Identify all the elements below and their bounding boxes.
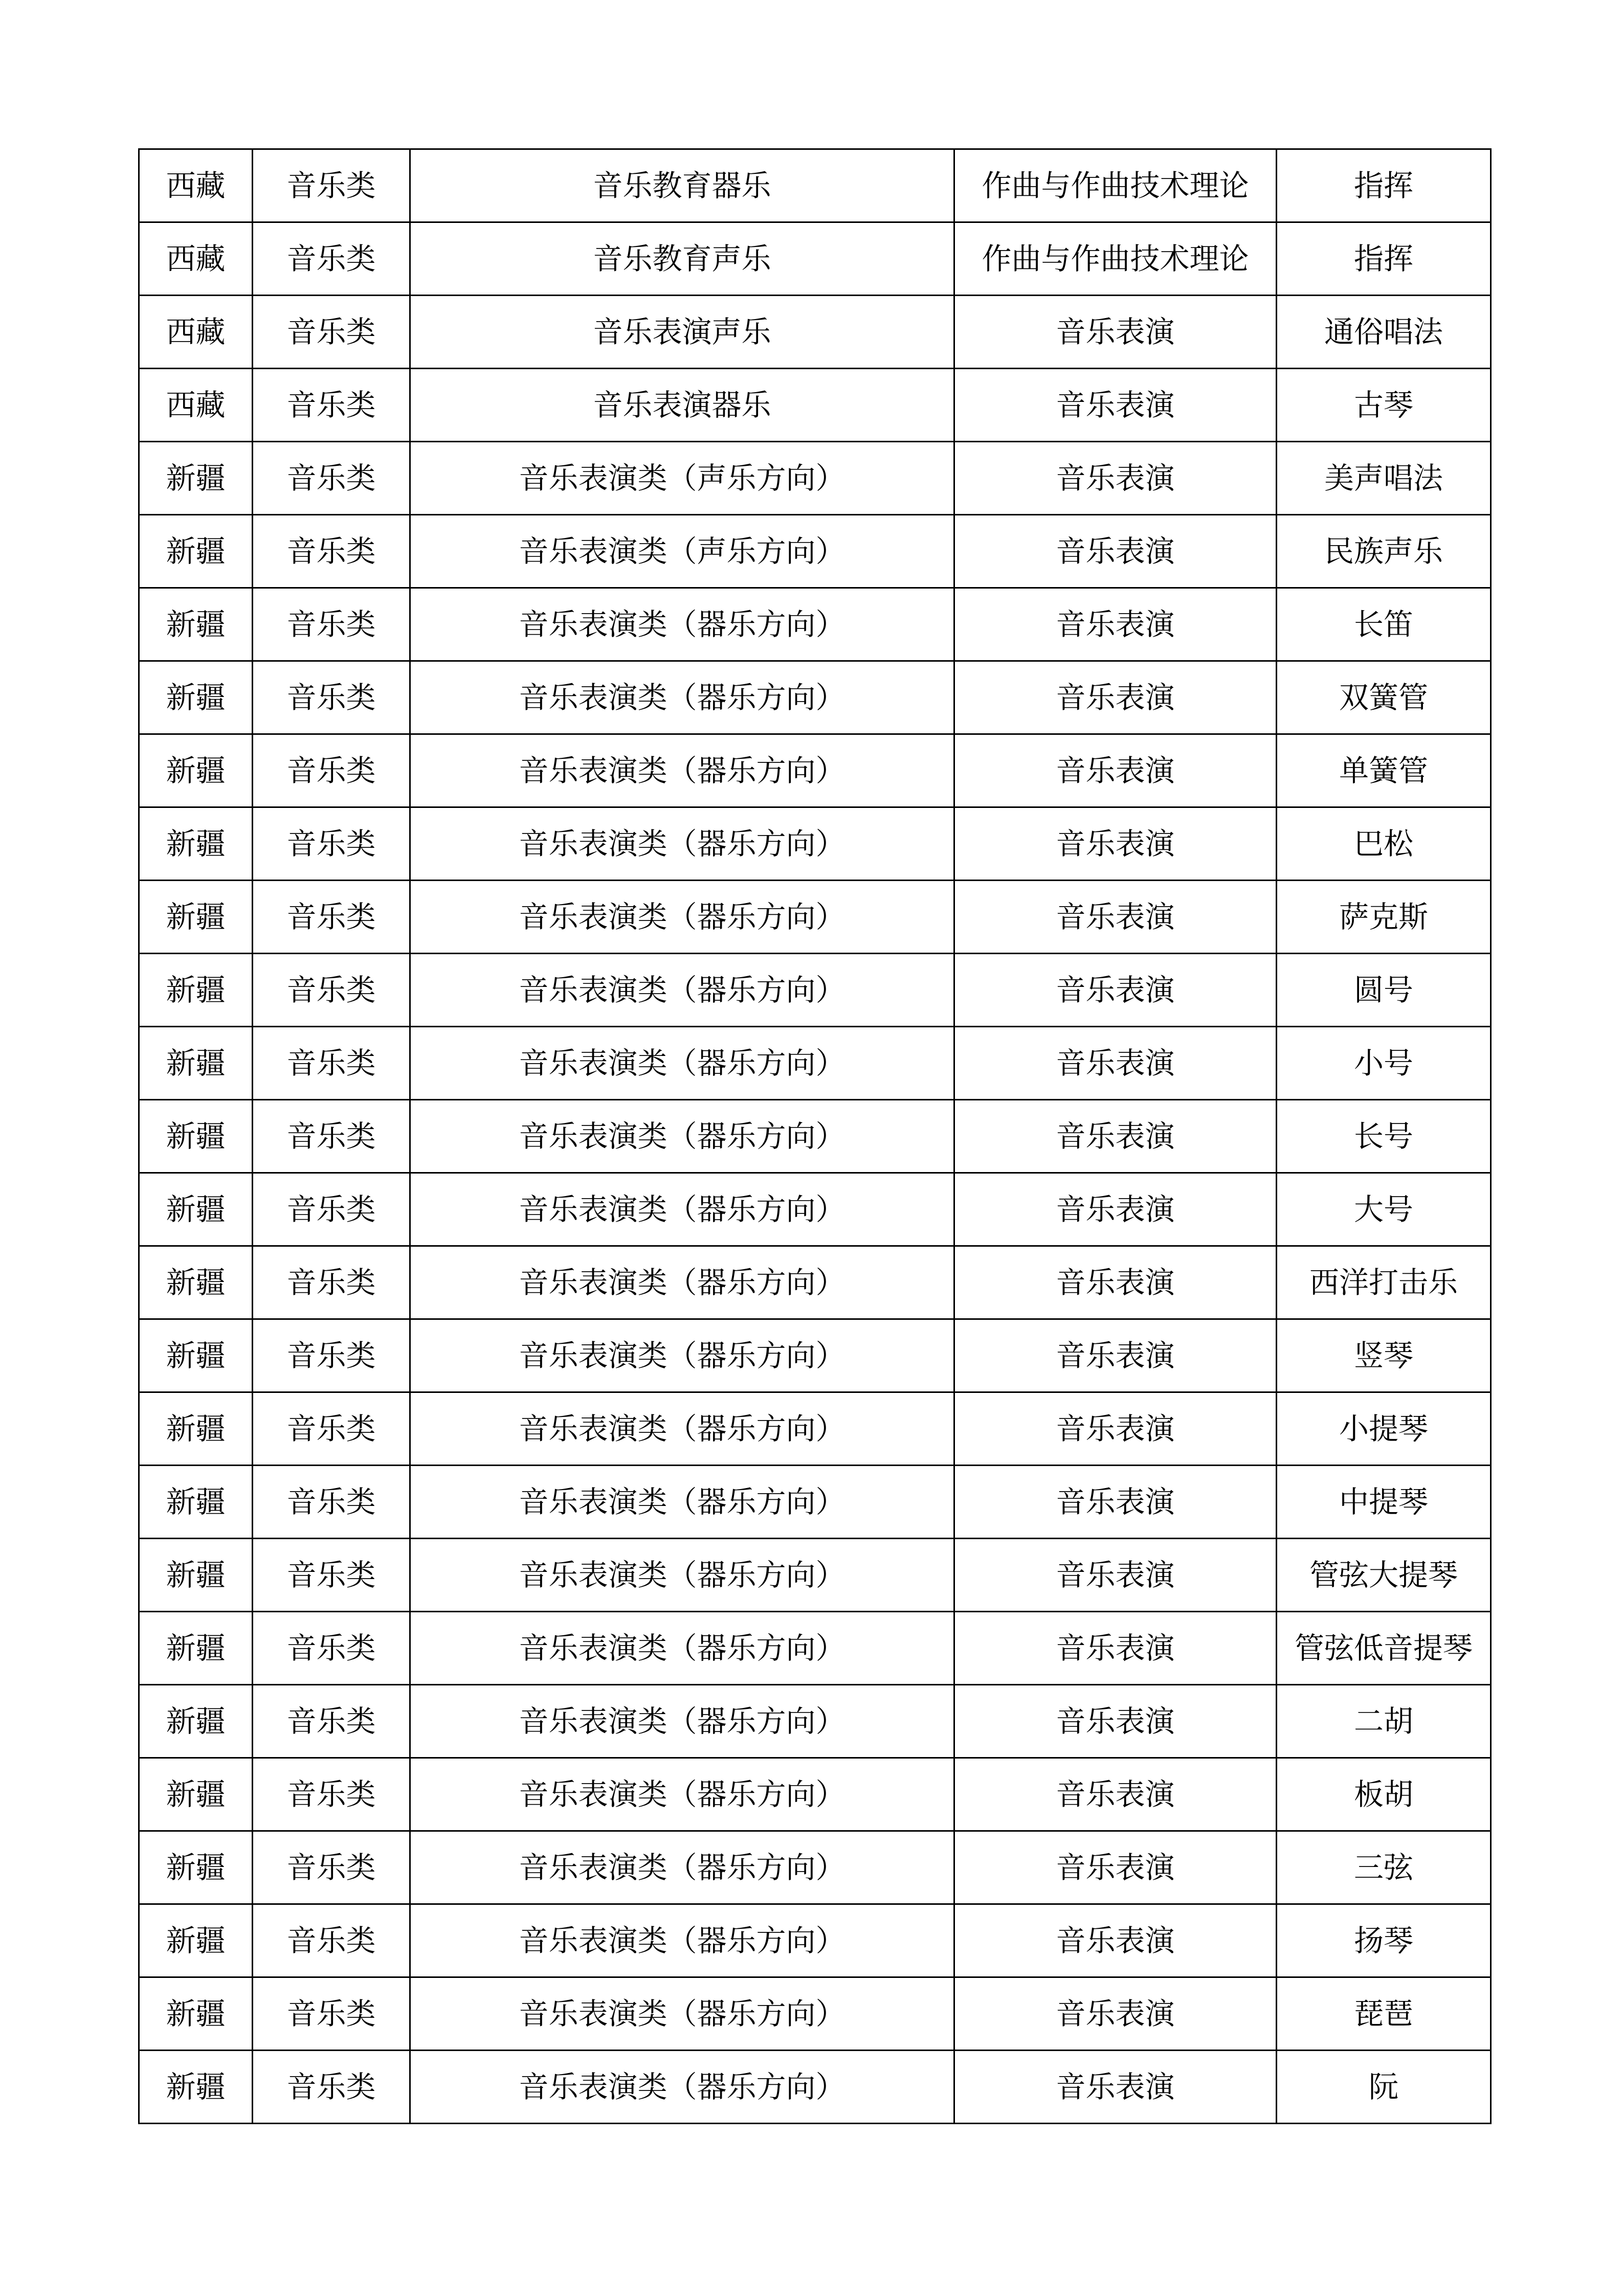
- instrument-cell: 二胡: [1277, 1685, 1491, 1758]
- direction-cell: 音乐表演: [954, 369, 1277, 442]
- major-cell: 音乐表演类（器乐方向）: [410, 1246, 954, 1319]
- major-cell: 音乐表演类（器乐方向）: [410, 954, 954, 1027]
- region-cell: 西藏: [139, 369, 253, 442]
- category-cell: 音乐类: [253, 1027, 410, 1100]
- major-cell: 音乐表演类（器乐方向）: [410, 1831, 954, 1904]
- region-cell: 新疆: [139, 734, 253, 807]
- table-row: [139, 222, 1491, 296]
- table-row: [139, 1466, 1491, 1539]
- major-cell: 音乐表演类（器乐方向）: [410, 1466, 954, 1539]
- direction-cell: 音乐表演: [954, 1100, 1277, 1173]
- region-cell: 新疆: [139, 515, 253, 588]
- category-cell: 音乐类: [253, 1977, 410, 2051]
- direction-cell: 音乐表演: [954, 515, 1277, 588]
- instrument-cell: 美声唱法: [1277, 442, 1491, 515]
- table-row: [139, 1539, 1491, 1612]
- category-cell: 音乐类: [253, 296, 410, 369]
- direction-cell: 音乐表演: [954, 661, 1277, 734]
- instrument-cell: 中提琴: [1277, 1466, 1491, 1539]
- region-cell: 新疆: [139, 1831, 253, 1904]
- instrument-cell: 圆号: [1277, 954, 1491, 1027]
- category-cell: 音乐类: [253, 734, 410, 807]
- direction-cell: 音乐表演: [954, 807, 1277, 881]
- table-row: [139, 369, 1491, 442]
- category-cell: 音乐类: [253, 661, 410, 734]
- direction-cell: 音乐表演: [954, 1758, 1277, 1831]
- table-row: [139, 954, 1491, 1027]
- instrument-cell: 管弦低音提琴: [1277, 1612, 1491, 1685]
- direction-cell: 作曲与作曲技术理论: [954, 222, 1277, 296]
- region-cell: 新疆: [139, 442, 253, 515]
- region-cell: 新疆: [139, 1466, 253, 1539]
- major-cell: 音乐表演类（器乐方向）: [410, 1319, 954, 1392]
- direction-cell: 音乐表演: [954, 1977, 1277, 2051]
- region-cell: 新疆: [139, 1539, 253, 1612]
- category-cell: 音乐类: [253, 954, 410, 1027]
- table-row: [139, 515, 1491, 588]
- category-cell: 音乐类: [253, 2051, 410, 2124]
- category-cell: 音乐类: [253, 222, 410, 296]
- instrument-cell: 西洋打击乐: [1277, 1246, 1491, 1319]
- region-cell: 新疆: [139, 1392, 253, 1466]
- category-cell: 音乐类: [253, 149, 410, 222]
- direction-cell: 音乐表演: [954, 296, 1277, 369]
- table-row: [139, 1100, 1491, 1173]
- instrument-cell: 通俗唱法: [1277, 296, 1491, 369]
- region-cell: 新疆: [139, 1319, 253, 1392]
- instrument-cell: 双簧管: [1277, 661, 1491, 734]
- instrument-cell: 琵琶: [1277, 1977, 1491, 2051]
- region-cell: 新疆: [139, 1685, 253, 1758]
- direction-cell: 音乐表演: [954, 1904, 1277, 1977]
- direction-cell: 音乐表演: [954, 954, 1277, 1027]
- region-cell: 新疆: [139, 2051, 253, 2124]
- table-row: [139, 1319, 1491, 1392]
- table-body: [139, 149, 1491, 2124]
- region-cell: 新疆: [139, 588, 253, 661]
- category-cell: 音乐类: [253, 1685, 410, 1758]
- instrument-cell: 萨克斯: [1277, 881, 1491, 954]
- direction-cell: 音乐表演: [954, 1173, 1277, 1246]
- region-cell: 新疆: [139, 807, 253, 881]
- instrument-cell: 巴松: [1277, 807, 1491, 881]
- table-row: [139, 1173, 1491, 1246]
- direction-cell: 音乐表演: [954, 1027, 1277, 1100]
- category-cell: 音乐类: [253, 1392, 410, 1466]
- region-cell: 新疆: [139, 1904, 253, 1977]
- category-cell: 音乐类: [253, 881, 410, 954]
- major-cell: 音乐表演类（器乐方向）: [410, 588, 954, 661]
- instrument-cell: 小提琴: [1277, 1392, 1491, 1466]
- region-cell: 新疆: [139, 881, 253, 954]
- major-cell: 音乐表演类（器乐方向）: [410, 1685, 954, 1758]
- table-row: [139, 1246, 1491, 1319]
- category-cell: 音乐类: [253, 1758, 410, 1831]
- region-cell: 新疆: [139, 1027, 253, 1100]
- table-row: [139, 296, 1491, 369]
- table-row: [139, 1904, 1491, 1977]
- region-cell: 新疆: [139, 1977, 253, 2051]
- category-cell: 音乐类: [253, 588, 410, 661]
- major-cell: 音乐表演类（器乐方向）: [410, 1612, 954, 1685]
- table-row: [139, 588, 1491, 661]
- major-table: [138, 148, 1492, 2124]
- region-cell: 新疆: [139, 1173, 253, 1246]
- category-cell: 音乐类: [253, 1539, 410, 1612]
- category-cell: 音乐类: [253, 1246, 410, 1319]
- major-cell: 音乐表演类（器乐方向）: [410, 1977, 954, 2051]
- direction-cell: 音乐表演: [954, 1466, 1277, 1539]
- direction-cell: 音乐表演: [954, 588, 1277, 661]
- direction-cell: 音乐表演: [954, 881, 1277, 954]
- instrument-cell: 长笛: [1277, 588, 1491, 661]
- region-cell: 新疆: [139, 661, 253, 734]
- major-cell: 音乐教育器乐: [410, 149, 954, 222]
- category-cell: 音乐类: [253, 1466, 410, 1539]
- major-cell: 音乐教育声乐: [410, 222, 954, 296]
- major-cell: 音乐表演类（器乐方向）: [410, 807, 954, 881]
- table-row: [139, 2051, 1491, 2124]
- major-cell: 音乐表演类（器乐方向）: [410, 734, 954, 807]
- direction-cell: 音乐表演: [954, 1246, 1277, 1319]
- major-cell: 音乐表演类（器乐方向）: [410, 1758, 954, 1831]
- table-row: [139, 1612, 1491, 1685]
- table-row: [139, 442, 1491, 515]
- instrument-cell: 大号: [1277, 1173, 1491, 1246]
- category-cell: 音乐类: [253, 1831, 410, 1904]
- instrument-cell: 三弦: [1277, 1831, 1491, 1904]
- major-cell: 音乐表演器乐: [410, 369, 954, 442]
- instrument-cell: 指挥: [1277, 222, 1491, 296]
- region-cell: 新疆: [139, 954, 253, 1027]
- major-cell: 音乐表演类（器乐方向）: [410, 1539, 954, 1612]
- major-cell: 音乐表演类（器乐方向）: [410, 661, 954, 734]
- instrument-cell: 小号: [1277, 1027, 1491, 1100]
- instrument-cell: 竖琴: [1277, 1319, 1491, 1392]
- category-cell: 音乐类: [253, 515, 410, 588]
- category-cell: 音乐类: [253, 369, 410, 442]
- direction-cell: 音乐表演: [954, 734, 1277, 807]
- direction-cell: 音乐表演: [954, 1392, 1277, 1466]
- category-cell: 音乐类: [253, 1612, 410, 1685]
- region-cell: 西藏: [139, 296, 253, 369]
- instrument-cell: 指挥: [1277, 149, 1491, 222]
- major-cell: 音乐表演类（器乐方向）: [410, 1392, 954, 1466]
- direction-cell: 音乐表演: [954, 442, 1277, 515]
- direction-cell: 音乐表演: [954, 1685, 1277, 1758]
- category-cell: 音乐类: [253, 442, 410, 515]
- instrument-cell: 阮: [1277, 2051, 1491, 2124]
- category-cell: 音乐类: [253, 1904, 410, 1977]
- category-cell: 音乐类: [253, 1100, 410, 1173]
- major-cell: 音乐表演类（声乐方向）: [410, 515, 954, 588]
- direction-cell: 音乐表演: [954, 1319, 1277, 1392]
- major-cell: 音乐表演类（器乐方向）: [410, 1027, 954, 1100]
- instrument-cell: 长号: [1277, 1100, 1491, 1173]
- instrument-cell: 板胡: [1277, 1758, 1491, 1831]
- table-row: [139, 881, 1491, 954]
- major-cell: 音乐表演类（器乐方向）: [410, 1100, 954, 1173]
- category-cell: 音乐类: [253, 807, 410, 881]
- direction-cell: 音乐表演: [954, 1539, 1277, 1612]
- major-cell: 音乐表演类（器乐方向）: [410, 1173, 954, 1246]
- major-cell: 音乐表演类（器乐方向）: [410, 1904, 954, 1977]
- table-row: [139, 1392, 1491, 1466]
- table-row: [139, 1685, 1491, 1758]
- region-cell: 新疆: [139, 1246, 253, 1319]
- instrument-cell: 民族声乐: [1277, 515, 1491, 588]
- table-row: [139, 807, 1491, 881]
- direction-cell: 音乐表演: [954, 1612, 1277, 1685]
- direction-cell: 音乐表演: [954, 1831, 1277, 1904]
- table-row: [139, 734, 1491, 807]
- region-cell: 西藏: [139, 222, 253, 296]
- major-cell: 音乐表演声乐: [410, 296, 954, 369]
- instrument-cell: 古琴: [1277, 369, 1491, 442]
- direction-cell: 音乐表演: [954, 2051, 1277, 2124]
- major-cell: 音乐表演类（器乐方向）: [410, 881, 954, 954]
- table-row: [139, 661, 1491, 734]
- instrument-cell: 单簧管: [1277, 734, 1491, 807]
- category-cell: 音乐类: [253, 1173, 410, 1246]
- table-row: [139, 1027, 1491, 1100]
- direction-cell: 作曲与作曲技术理论: [954, 149, 1277, 222]
- instrument-cell: 扬琴: [1277, 1904, 1491, 1977]
- region-cell: 新疆: [139, 1758, 253, 1831]
- table-row: [139, 1831, 1491, 1904]
- table-row: [139, 1977, 1491, 2051]
- region-cell: 新疆: [139, 1100, 253, 1173]
- table-row: [139, 149, 1491, 222]
- major-cell: 音乐表演类（器乐方向）: [410, 2051, 954, 2124]
- category-cell: 音乐类: [253, 1319, 410, 1392]
- table-row: [139, 1758, 1491, 1831]
- region-cell: 西藏: [139, 149, 253, 222]
- major-cell: 音乐表演类（声乐方向）: [410, 442, 954, 515]
- instrument-cell: 管弦大提琴: [1277, 1539, 1491, 1612]
- region-cell: 新疆: [139, 1612, 253, 1685]
